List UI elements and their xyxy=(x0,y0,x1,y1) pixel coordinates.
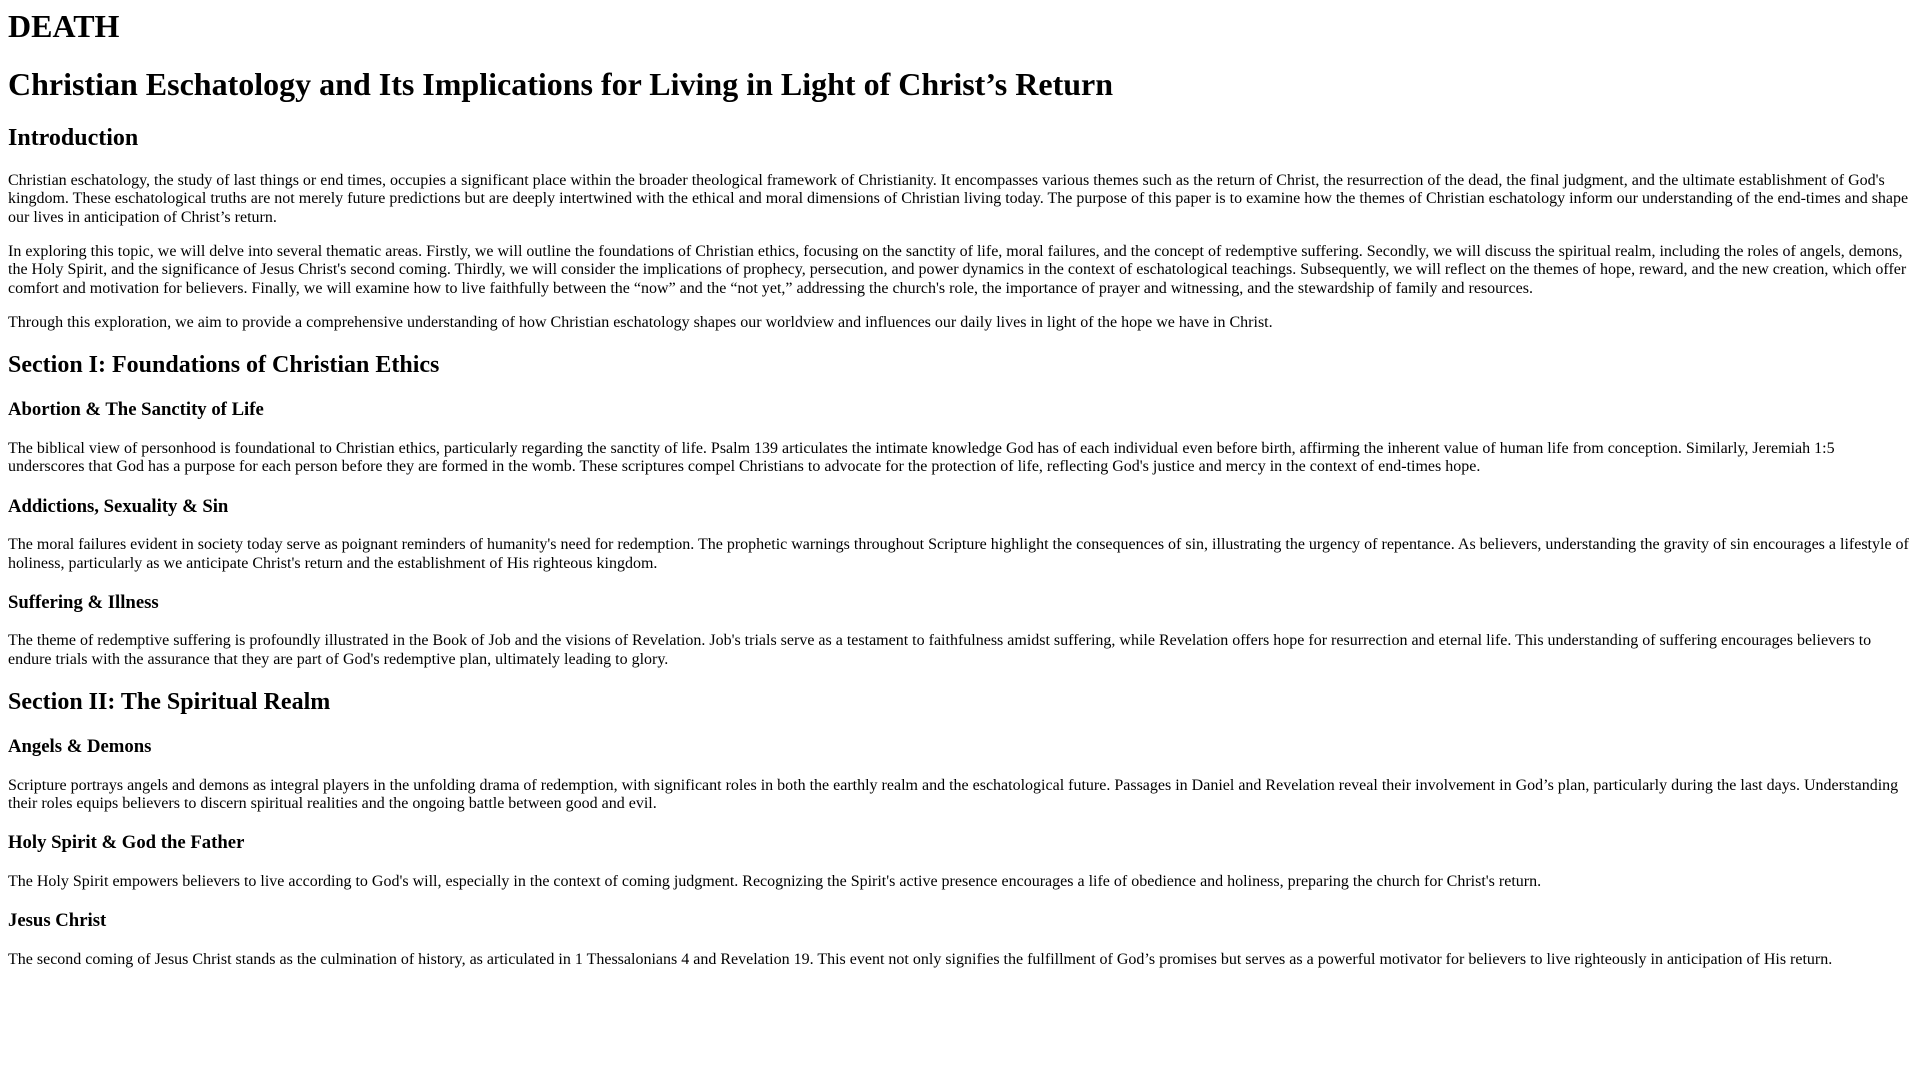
section-2-heading: Section II: The Spiritual Realm xyxy=(8,689,331,716)
document-subtitle: Christian Eschatology and Its Implications for Living in Light of Christ’s Return xyxy=(8,66,1114,103)
subsection-heading: Suffering & Illness xyxy=(8,591,159,613)
subsection-heading: Addictions, Sexuality & Sin xyxy=(8,495,229,517)
subsection-paragraph: The moral failures evident in society today serve as poignant reminders of humanity's need for redemption. The prophetic warnings throughout Scripture highlight the consequences of sin, illustrating the urgency of repentance. As believers, understanding the gravity of sin encourages a lifestyle of holiness, particularly as we anticipate Christ's return and the establishment of His righteous kingdom. xyxy=(8,536,1909,572)
intro-paragraph: Through this exploration, we aim to provide a comprehensive understanding of how Christian eschatology shapes our worldview and influences our daily lives in light of the hope we have in Christ. xyxy=(8,314,1273,332)
intro-paragraph: Christian eschatology, the study of last things or end times, occupies a significant place within the broader theological framework of Christianity. It encompasses various themes such as the return of Christ, the resurrection of the dead, the final judgment, and the ultimate establishment of God's kingdom. These eschatological truths are not merely future predictions but are deeply intertwined with the ethical and moral dimensions of Christian living today. The purpose of this paper is to examine how the themes of Christian eschatology inform our understanding of the end-times and shape our lives in anticipation of Christ’s return. xyxy=(8,171,1909,226)
intro-heading: Introduction xyxy=(8,124,139,151)
subsection-heading: Jesus Christ xyxy=(8,910,107,932)
subsection-paragraph: Scripture portrays angels and demons as integral players in the unfolding drama of redemption, with significant roles in both the earthly realm and the eschatological future. Passages in Daniel and Revelation reveal their involvement in God’s plan, particularly during the last days. Understanding their roles equips believers to discern spiritual realities and the ongoing battle between good and evil. xyxy=(8,776,1899,813)
document-title: DEATH xyxy=(8,8,120,44)
subsection-heading: Holy Spirit & God the Father xyxy=(8,832,245,854)
subsection-paragraph: The biblical view of personhood is foundational to Christian ethics, particularly regarding the sanctity of life. Psalm 139 articulates the intimate knowledge God has of each individual even before birth, affirming the inherent value of human life from conception. Similarly, Jeremiah 1:5 underscores that God has a purpose for each person before they are formed in the womb. These scriptures compel Christians to advocate for the protection of life, reflecting God's justice and mercy in the context of end-times hope. xyxy=(8,440,1835,476)
section-1-heading: Section I: Foundations of Christian Ethics xyxy=(8,352,440,379)
subsection-heading: Angels & Demons xyxy=(8,736,152,758)
subsection-paragraph: The theme of redemptive suffering is profoundly illustrated in the Book of Job and the visions of Revelation. Job's trials serve as a testament to faithfulness amidst suffering, while Revelation offers hope for resurrection and eternal life. This understanding of suffering encourages believers to endure trials with the assurance that they are part of God's redemptive plan, ultimately leading to glory. xyxy=(8,632,1872,668)
subsection-heading: Abortion & The Sanctity of Life xyxy=(8,399,264,421)
subsection-paragraph: The second coming of Jesus Christ stands as the culmination of history, as articulated in 1 Thessalonians 4 and Revelation 19. This event not only signifies the fulfillment of God’s promises but serves as a powerful motivator for believers to live righteously in anticipation of His return. xyxy=(8,950,1833,968)
subsection-paragraph: The Holy Spirit empowers believers to live according to God's will, especially in the context of coming judgment. Recognizing the Spirit's active presence encourages a life of obedience and holiness, preparing the church for Christ's return. xyxy=(8,873,1542,891)
intro-paragraph: In exploring this topic, we will delve into several thematic areas. Firstly, we will outline the foundations of Christian ethics, focusing on the sanctity of life, moral failures, and the concept of redemptive suffering. Secondly, we will discuss the spiritual realm, including the roles of angels, demons, the Holy Spirit, and the significance of Jesus Christ's second coming. Thirdly, we will consider the implications of prophecy, persecution, and power dynamics in the context of eschatological teachings. Subsequently, we will reflect on the themes of hope, reward, and the new creation, which offer comfort and motivation for believers. Finally, we will examine how to live faithfully between the “now” and the “not yet,” addressing the church's role, the importance of prayer and witnessing, and the stewardship of family and resources. xyxy=(8,242,1907,297)
